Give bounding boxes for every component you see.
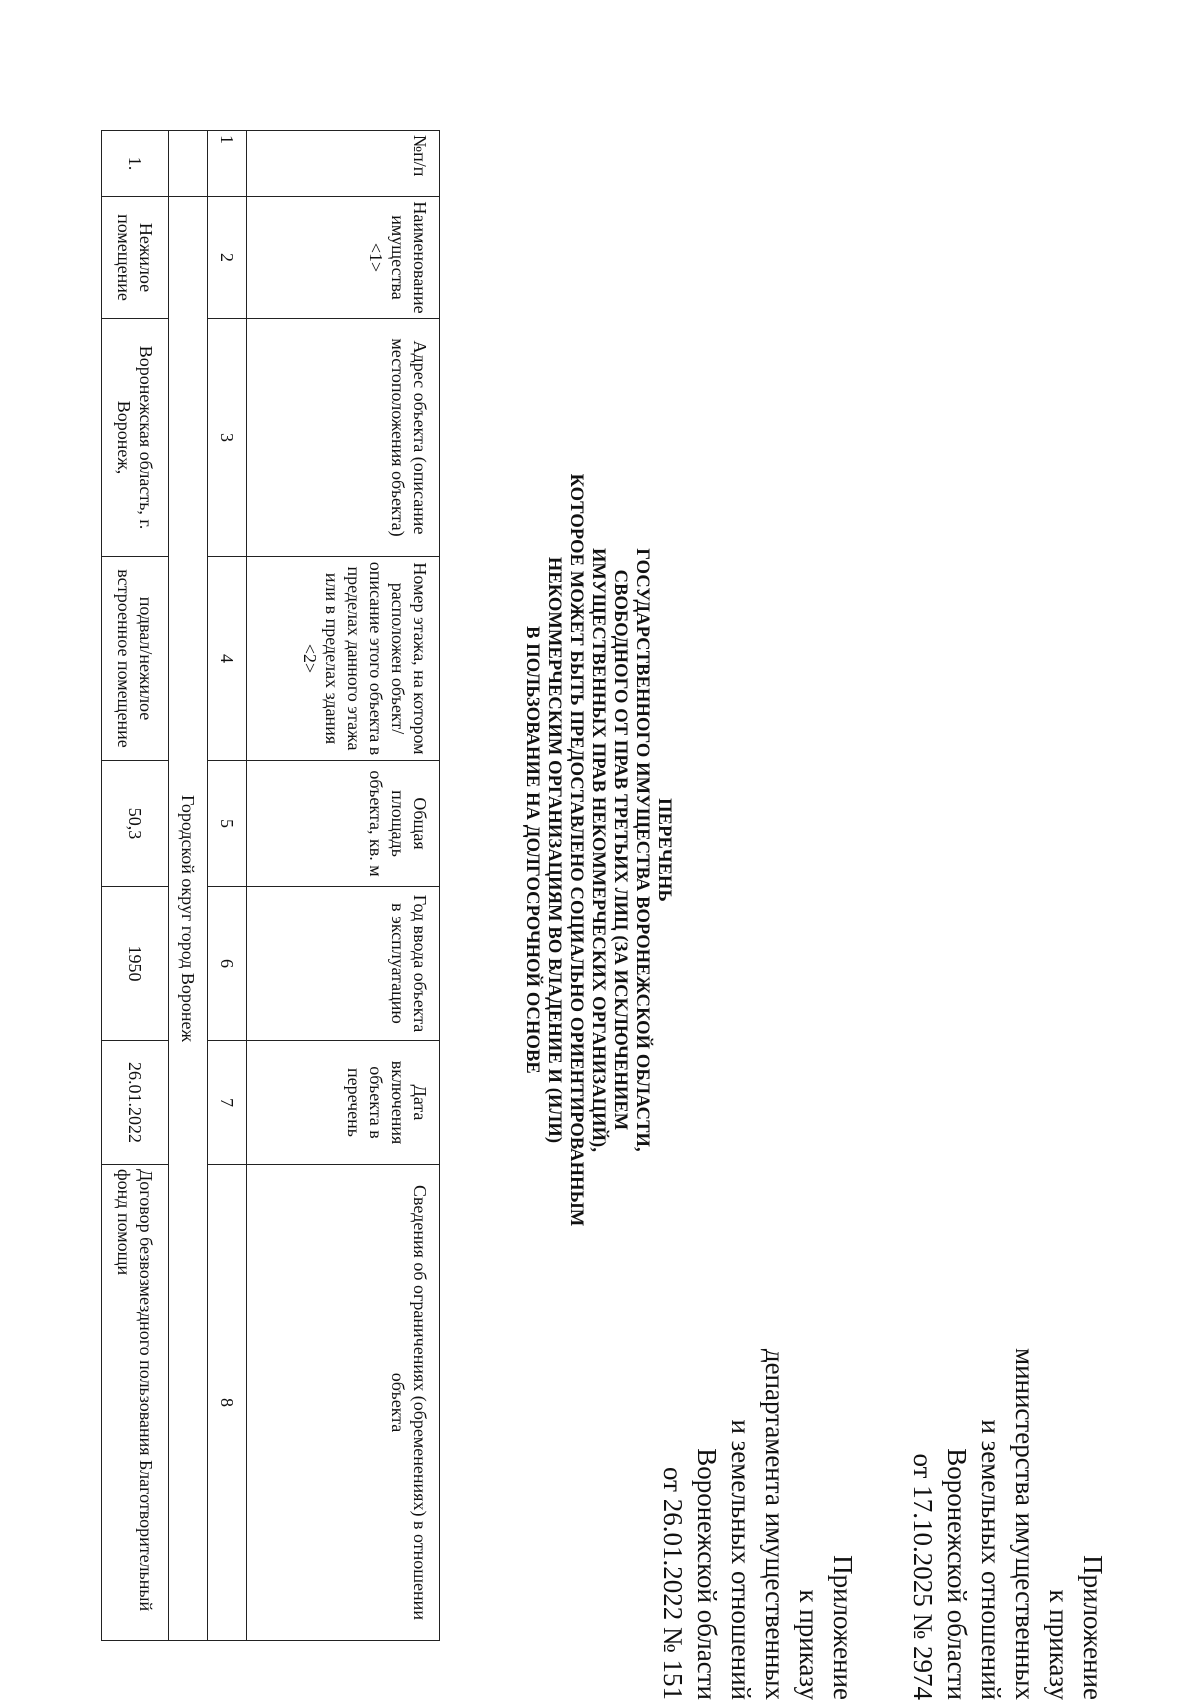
row-date: 26.01.2022 [102, 1041, 169, 1165]
column-number: 4 [208, 557, 247, 761]
column-header-name: Наименование имущества <1> [247, 197, 440, 319]
column-number: 8 [208, 1165, 247, 1641]
table-row [102, 131, 169, 1641]
column-header-encumbrance: Сведения об ограничениях (обременениях) в отношении объекта [247, 1165, 440, 1641]
header-line: департамента имущественных [760, 1348, 790, 1700]
document-title [521, 260, 675, 1440]
header-line: к приказу [794, 1589, 824, 1700]
column-header-year: Год ввода объекта в эксплуатацию [247, 887, 440, 1041]
column-number: 6 [208, 887, 247, 1041]
header-line: от 26.01.2022 № 151 [658, 1467, 688, 1700]
column-number: 3 [208, 319, 247, 557]
column-header-floor: Номер этажа, на котором расположен объект/описание этого объекта в пределах данного этажа или в пределах здания <2> [247, 557, 440, 761]
column-number: 1 [208, 131, 247, 197]
title-line: НЕКОММЕРЧЕСКИМ ОРГАНИЗАЦИЯМ ВО ВЛАДЕНИЕ И (ИЛИ) [544, 556, 564, 1144]
header-line: и земельных отношений [976, 1419, 1006, 1700]
header-line: от 17.10.2025 № 2974 [908, 1453, 938, 1700]
header-line: Воронежской области [692, 1448, 722, 1700]
header-line: к приказу [1044, 1589, 1074, 1700]
row-address: Воронежская область, г. Воронеж, [102, 319, 169, 557]
header-line: министерства имущественных [1010, 1348, 1040, 1700]
column-header-area: Общая площадь объекта, кв. м [247, 761, 440, 887]
order-header-current [906, 980, 1110, 1700]
row-floor: подвал/нежилое встроенное помещение [102, 557, 169, 761]
column-number: 5 [208, 761, 247, 887]
title-line: КОТОРОЕ МОЖЕТ БЫТЬ ПРЕДОСТАВЛЕНО СОЦИАЛЬНО ОРИЕНТИРОВАННЫМ [566, 473, 586, 1227]
header-line: и земельных отношений [726, 1419, 756, 1700]
row-name: Нежилое помещение [102, 197, 169, 319]
column-header-number: №п/п [247, 131, 440, 197]
title-line: ИМУЩЕСТВЕННЫХ ПРАВ НЕКОММЕРЧЕСКИХ ОРГАНИЗАЦИЙ), [588, 547, 608, 1153]
column-numbers-row [208, 131, 247, 1641]
header-line: Воронежской области [942, 1448, 972, 1700]
group-row [169, 131, 208, 1641]
column-header-date: Дата включения объекта в перечень [247, 1041, 440, 1165]
column-header-address: Адрес объекта (описание местоположения объекта) [247, 319, 440, 557]
column-number: 2 [208, 197, 247, 319]
header-line: Приложение [1078, 1555, 1108, 1700]
order-header-previous [656, 980, 860, 1700]
header-line: Приложение [828, 1555, 858, 1700]
title-line: ПЕРЕЧЕНЬ [654, 798, 674, 902]
title-line: В ПОЛЬЗОВАНИЕ НА ДОЛГОСРОЧНОЙ ОСНОВЕ [522, 626, 542, 1074]
row-encumbrance: Договор безвозмездного пользования Благотворительный фонд помощи [102, 1165, 169, 1641]
row-area: 50,3 [102, 761, 169, 887]
title-line: ГОСУДАРСТВЕННОГО ИМУЩЕСТВА ВОРОНЕЖСКОЙ ОБЛАСТИ, [632, 548, 652, 1152]
property-table [101, 130, 440, 1641]
row-number: 1. [102, 131, 169, 197]
group-title: Городской округ город Воронеж [169, 197, 208, 1641]
table-header-row [247, 131, 440, 1641]
title-line: СВОБОДНОГО ОТ ПРАВ ТРЕТЬИХ ЛИЦ (ЗА ИСКЛЮЧЕНИЕМ [610, 569, 630, 1131]
column-number: 7 [208, 1041, 247, 1165]
row-year: 1950 [102, 887, 169, 1041]
